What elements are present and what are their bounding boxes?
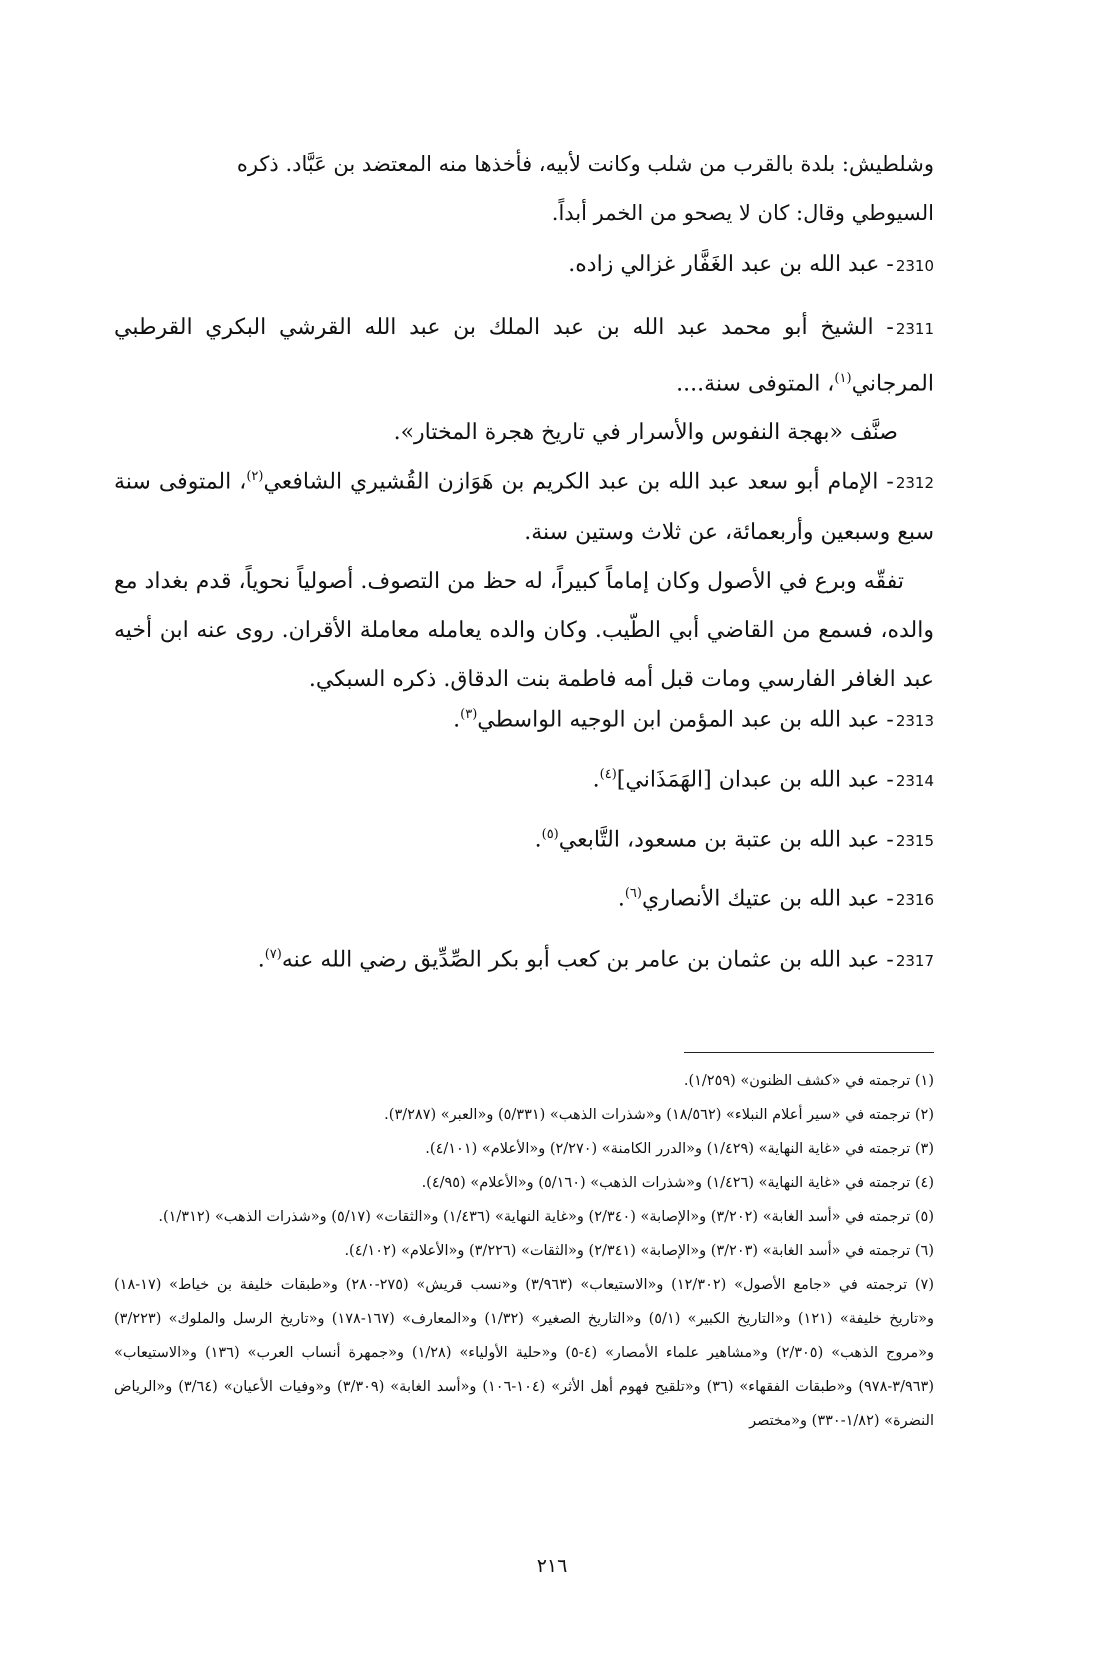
entry-text: عبد الله بن عبدان [الهَمَذَاني]: [616, 767, 880, 793]
entry-number: 2316: [895, 891, 934, 910]
entry-text: عبد الله بن عتيك الأنصاري: [641, 886, 880, 912]
entry-2313: 2313- عبد الله بن عبد المؤمن ابن الوجيه الواسطي$^{(٣)}$.: [114, 690, 934, 746]
intro-line-1: وشلطيش: بلدة بالقرب من شلب وكانت لأبيه، فأخذها منه المعتضد بن عَبَّاد. ذكره: [236, 152, 934, 176]
entry-text: الشيخ أبو محمد عبد الله بن عبد الملك بن عبد الله القرشي البكري القرطبي المرجاني: [114, 315, 934, 397]
entry-2312: 2312- الإمام أبو سعد عبد الله بن عبد الكريم بن هَوَازن القُشيري الشافعي$^{(٢)}$، المتوفى سنة سبع وسبعين وأربعمائة، عن ثلاث وستين سنة. تفقّه وبرع في الأصول وكان إماماً كبيراً، له حظ من التصوف. أصولياً نحوياً، قدم بغداد مع والده، فسمع من القاضي أبي الطّيب. وكان والده يعامله معاملة الأقران. روى عنه ابن أخيه عبد الغافر الفارسي ومات قبل أمه فاطمة بنت الدقاق. ذكره السبكي.: [114, 452, 934, 704]
footnote-ref-4: (٤): [599, 767, 617, 782]
footnote-ref-3: (٣): [460, 707, 478, 722]
footnote-ref-7: (٧): [264, 947, 282, 962]
intro-line-2: السيوطي وقال: كان لا يصحو من الخمر أبداً.: [551, 201, 934, 225]
entry-description: تفقّه وبرع في الأصول وكان إماماً كبيراً، له حظ من التصوف. أصولياً نحوياً، قدم بغداد مع والده، فسمع من القاضي أبي الطّيب. وكان والده يعامله معاملة الأقران. روى عنه ابن أخيه عبد الغافر الفارسي ومات قبل أمه فاطمة بنت الدقاق. ذكره السبكي.: [114, 569, 935, 693]
entry-text: عبد الله بن عبد المؤمن ابن الوجيه الواسطي: [477, 707, 880, 733]
footnote-ref-2: (٢): [246, 469, 264, 484]
entry-number: 2315: [895, 832, 934, 851]
footnote-divider: [684, 1052, 934, 1053]
entry-tail: .: [453, 707, 461, 733]
entry-2310: 2310- عبد الله بن عبد الغَفَّار غزالي زاده.: [114, 240, 934, 291]
footnote-4: (٤) ترجمته في «غاية النهاية» (١/٤٢٦) و«شذرات الذهب» (٥/١٦٠) و«الأعلام» (٤/٩٥).: [421, 1175, 934, 1191]
entry-number: 2310: [895, 257, 934, 275]
entry-tail: ، المتوفى سنة سبع وسبعين وأربعمائة، عن ثلاث وستين سنة.: [114, 469, 934, 546]
entry-2317: 2317- عبد الله بن عثمان بن عامر بن كعب أبو بكر الصِّدِّيق رضي الله عنه$^{(٧)}$.: [114, 930, 934, 986]
intro-paragraph: [124, 140, 934, 238]
footnote-3: (٣) ترجمته في «غاية النهاية» (١/٤٢٩) و«الدرر الكامنة» (٢/٢٧٠) و«الأعلام» (٤/١٠١).: [425, 1141, 934, 1157]
footnote-ref-6: (٦): [624, 886, 642, 901]
entry-2316: 2316- عبد الله بن عتيك الأنصاري$^{(٦)}$.: [114, 869, 934, 925]
footnote-6: (٦) ترجمته في «أسد الغابة» (٣/٢٠٣) و«الإصابة» (٢/٣٤١) و«الثقات» (٣/٢٢٦) و«الأعلام» (٤/١٠٢).: [344, 1243, 934, 1259]
page-number: ٢١٦: [536, 1555, 568, 1577]
entry-2314: 2314- عبد الله بن عبدان [الهَمَذَاني]$^{(٤)}$.: [114, 750, 934, 806]
entry-2315: 2315- عبد الله بن عتبة بن مسعود، التَّابعي$^{(٥)}$.: [114, 810, 934, 866]
footnote-ref-5: (٥): [541, 827, 559, 842]
entry-description: صنَّف «بهجة النفوس والأسرار في تاريخ هجرة المختار».: [393, 420, 898, 446]
footnote-5: (٥) ترجمته في «أسد الغابة» (٣/٢٠٢) و«الإصابة» (٢/٣٤٠) و«غاية النهاية» (١/٤٣٦) و«الثقات» (٥/١٧) و«شذرات الذهب» (١/٣١٢).: [158, 1209, 934, 1225]
footnote-7: (٧) ترجمته في «جامع الأصول» (١٢/٣٠٢) و«الاستيعاب» (٣/٩٦٣) و«نسب قريش» (٢٧٥-٢٨٠) و«طبقات خليفة بن خياط» (١٧-١٨) و«تاريخ خليفة» (١٢١) و«التاريخ الكبير» (٥/١) و«التاريخ الصغير» (١/٣٢) و«المعارف» (١٦٧-١٧٨) و«تاريخ الرسل والملوك» (٣/٢٢٣) و«مروج الذهب» (٢/٣٠٥) و«مشاهير علماء الأمصار» (٤-٥) و«حلية الأولياء» (١/٢٨) و«جمهرة أنساب العرب» (١٣٦) و«الاستيعاب» (٣/٩٦٣-٩٧٨) و«طبقات الفقهاء» (٣٦) و«تلقيح فهوم أهل الأثر» (١٠٤-١٠٦) و«أسد الغابة» (٣/٣٠٩) و«وفيات الأعيان» (٣/٦٤) و«الرياض النضرة» (١/٨٢-٣٣٠) و«مختصر: [114, 1277, 934, 1429]
entry-tail: ، المتوفى سنة....: [676, 371, 835, 397]
footnote-2: (٢) ترجمته في «سير أعلام النبلاء» (١٨/٥٦٢) و«شذرات الذهب» (٥/٣٣١) و«العبر» (٣/٢٨٧).: [384, 1107, 934, 1123]
entry-text: الإمام أبو سعد عبد الله بن عبد الكريم بن هَوَازن القُشيري الشافعي: [263, 469, 879, 495]
entry-number: 2314: [895, 772, 934, 791]
entry-number: 2312: [895, 474, 934, 493]
entry-number: 2317: [895, 952, 934, 971]
entry-number: 2313: [895, 712, 934, 731]
entry-text: عبد الله بن عتبة بن مسعود، التَّابعي: [558, 827, 880, 853]
entry-tail: .: [617, 886, 625, 912]
footnote-1: (١) ترجمته في «كشف الظنون» (١/٢٥٩).: [683, 1073, 934, 1089]
footnotes: [114, 1064, 934, 1438]
entry-tail: .: [534, 827, 542, 853]
entry-2311: 2311- الشيخ أبو محمد عبد الله بن عبد الملك بن عبد الله القرشي البكري القرطبي المرجاني$^{(١)}$، المتوفى سنة.... صنَّف «بهجة النفوس والأسرار في تاريخ هجرة المختار».: [114, 303, 934, 457]
footnote-ref-1: (١): [834, 371, 852, 386]
entry-tail: .: [257, 947, 265, 973]
entry-text: عبد الله بن عثمان بن عامر بن كعب أبو بكر الصِّدِّيق رضي الله عنه: [281, 947, 880, 973]
entry-text: عبد الله بن عبد الغَفَّار غزالي زاده.: [568, 252, 880, 277]
entry-number: 2311: [895, 320, 934, 338]
entry-tail: .: [592, 767, 600, 793]
